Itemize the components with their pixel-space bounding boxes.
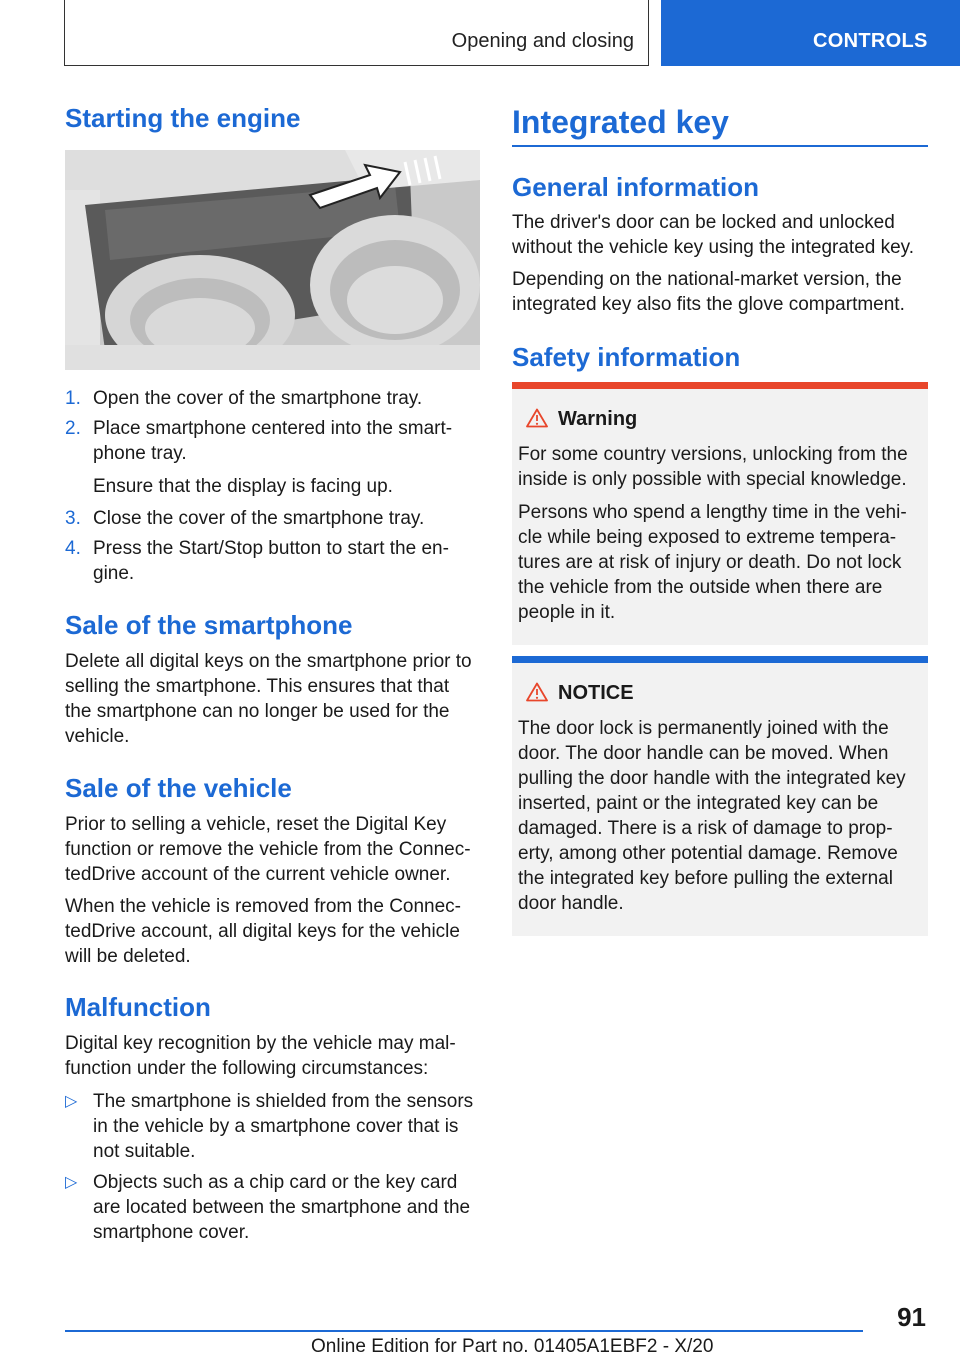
step-subtext: Ensure that the display is facing up.	[93, 476, 393, 497]
smartphone-tray-photo	[65, 150, 480, 370]
warning-label: Warning	[558, 408, 638, 430]
safety-info-heading: Safety information	[512, 342, 741, 372]
warning-triangle-icon	[526, 408, 548, 428]
step-text: Press the Start/Stop button to start the en‐ gine.	[93, 538, 449, 584]
step-number: 2.	[65, 418, 81, 439]
warning-text-1: For some country versions, unlocking from the inside is only possible with special knowledge.	[518, 444, 908, 490]
sale-vehicle-text-2: When the vehicle is removed from the Connec‐ tedDrive account, all digital keys for the vehicle will be deleted.	[65, 896, 462, 967]
notice-bar	[512, 656, 928, 663]
header-section-title: Opening and closing	[451, 30, 634, 52]
sale-smartphone-text: Delete all digital keys on the smartphone prior to selling the smartphone. This ensures that that the smartphone can no longer be used for the vehicle.	[65, 651, 472, 747]
page-number: 91	[897, 1302, 926, 1332]
step-number: 1.	[65, 388, 81, 409]
integrated-key-heading: Integrated key	[512, 104, 729, 140]
malfunction-heading: Malfunction	[65, 992, 211, 1022]
bullet-triangle-icon: ▷	[65, 1174, 78, 1191]
step-number: 4.	[65, 538, 81, 559]
warning-text-2: Persons who spend a lengthy time in the vehi‐ cle while being exposed to extreme tempera‐ tures are at risk of injury or death. Do not lock the vehicle from the outside when there are people in it.	[518, 502, 907, 623]
header-section-box	[64, 0, 649, 66]
step-text: Close the cover of the smartphone tray.	[93, 508, 425, 529]
notice-triangle-icon	[526, 682, 548, 702]
step-text: Open the cover of the smartphone tray.	[93, 388, 423, 409]
general-info-text-2: Depending on the national-market version, the integrated key also fits the glove compartment.	[512, 269, 905, 315]
notice-label: NOTICE	[558, 682, 634, 704]
warning-box	[512, 382, 928, 645]
notice-box	[512, 656, 928, 936]
sale-smartphone-heading: Sale of the smartphone	[65, 610, 353, 640]
bullet-text: Objects such as a chip card or the key card are located between the smartphone and the smartphone cover.	[93, 1172, 471, 1243]
notice-text: The door lock is permanently joined with the door. The door handle can be moved. When pulling the door handle with the integrated key inserted, paint or the integrated key can be damaged. There is a risk of damage to prop‐ erty, among other potential damage. Remove the integrated key before pulling the external door handle.	[518, 718, 906, 914]
header-chapter-label: CONTROLS	[813, 30, 928, 52]
general-info-heading: General information	[512, 172, 760, 202]
sale-vehicle-text-1: Prior to selling a vehicle, reset the Digital Key function or remove the vehicle from the Connec‐ tedDrive account of the current vehicle owner.	[65, 814, 471, 885]
bullet-triangle-icon: ▷	[65, 1093, 78, 1110]
general-info-text-1: The driver's door can be locked and unlocked without the vehicle key using the integrated key.	[512, 212, 915, 258]
step-number: 3.	[65, 508, 81, 529]
warning-bar	[512, 382, 928, 389]
starting-engine-heading: Starting the engine	[65, 103, 301, 133]
step-text: Place smartphone centered into the smart‐ phone tray.	[93, 418, 453, 464]
malfunction-text: Digital key recognition by the vehicle may mal‐ function under the following circumstances:	[65, 1033, 456, 1079]
heading-rule	[512, 145, 928, 147]
sale-vehicle-heading: Sale of the vehicle	[65, 773, 292, 803]
header-chapter-tab	[661, 0, 960, 66]
footer-rule	[65, 1330, 863, 1332]
footer-edition: Online Edition for Part no. 01405A1EBF2 - X/20	[311, 1336, 714, 1357]
bullet-text: The smartphone is shielded from the sensors in the vehicle by a smartphone cover that is not suitable.	[93, 1091, 474, 1162]
